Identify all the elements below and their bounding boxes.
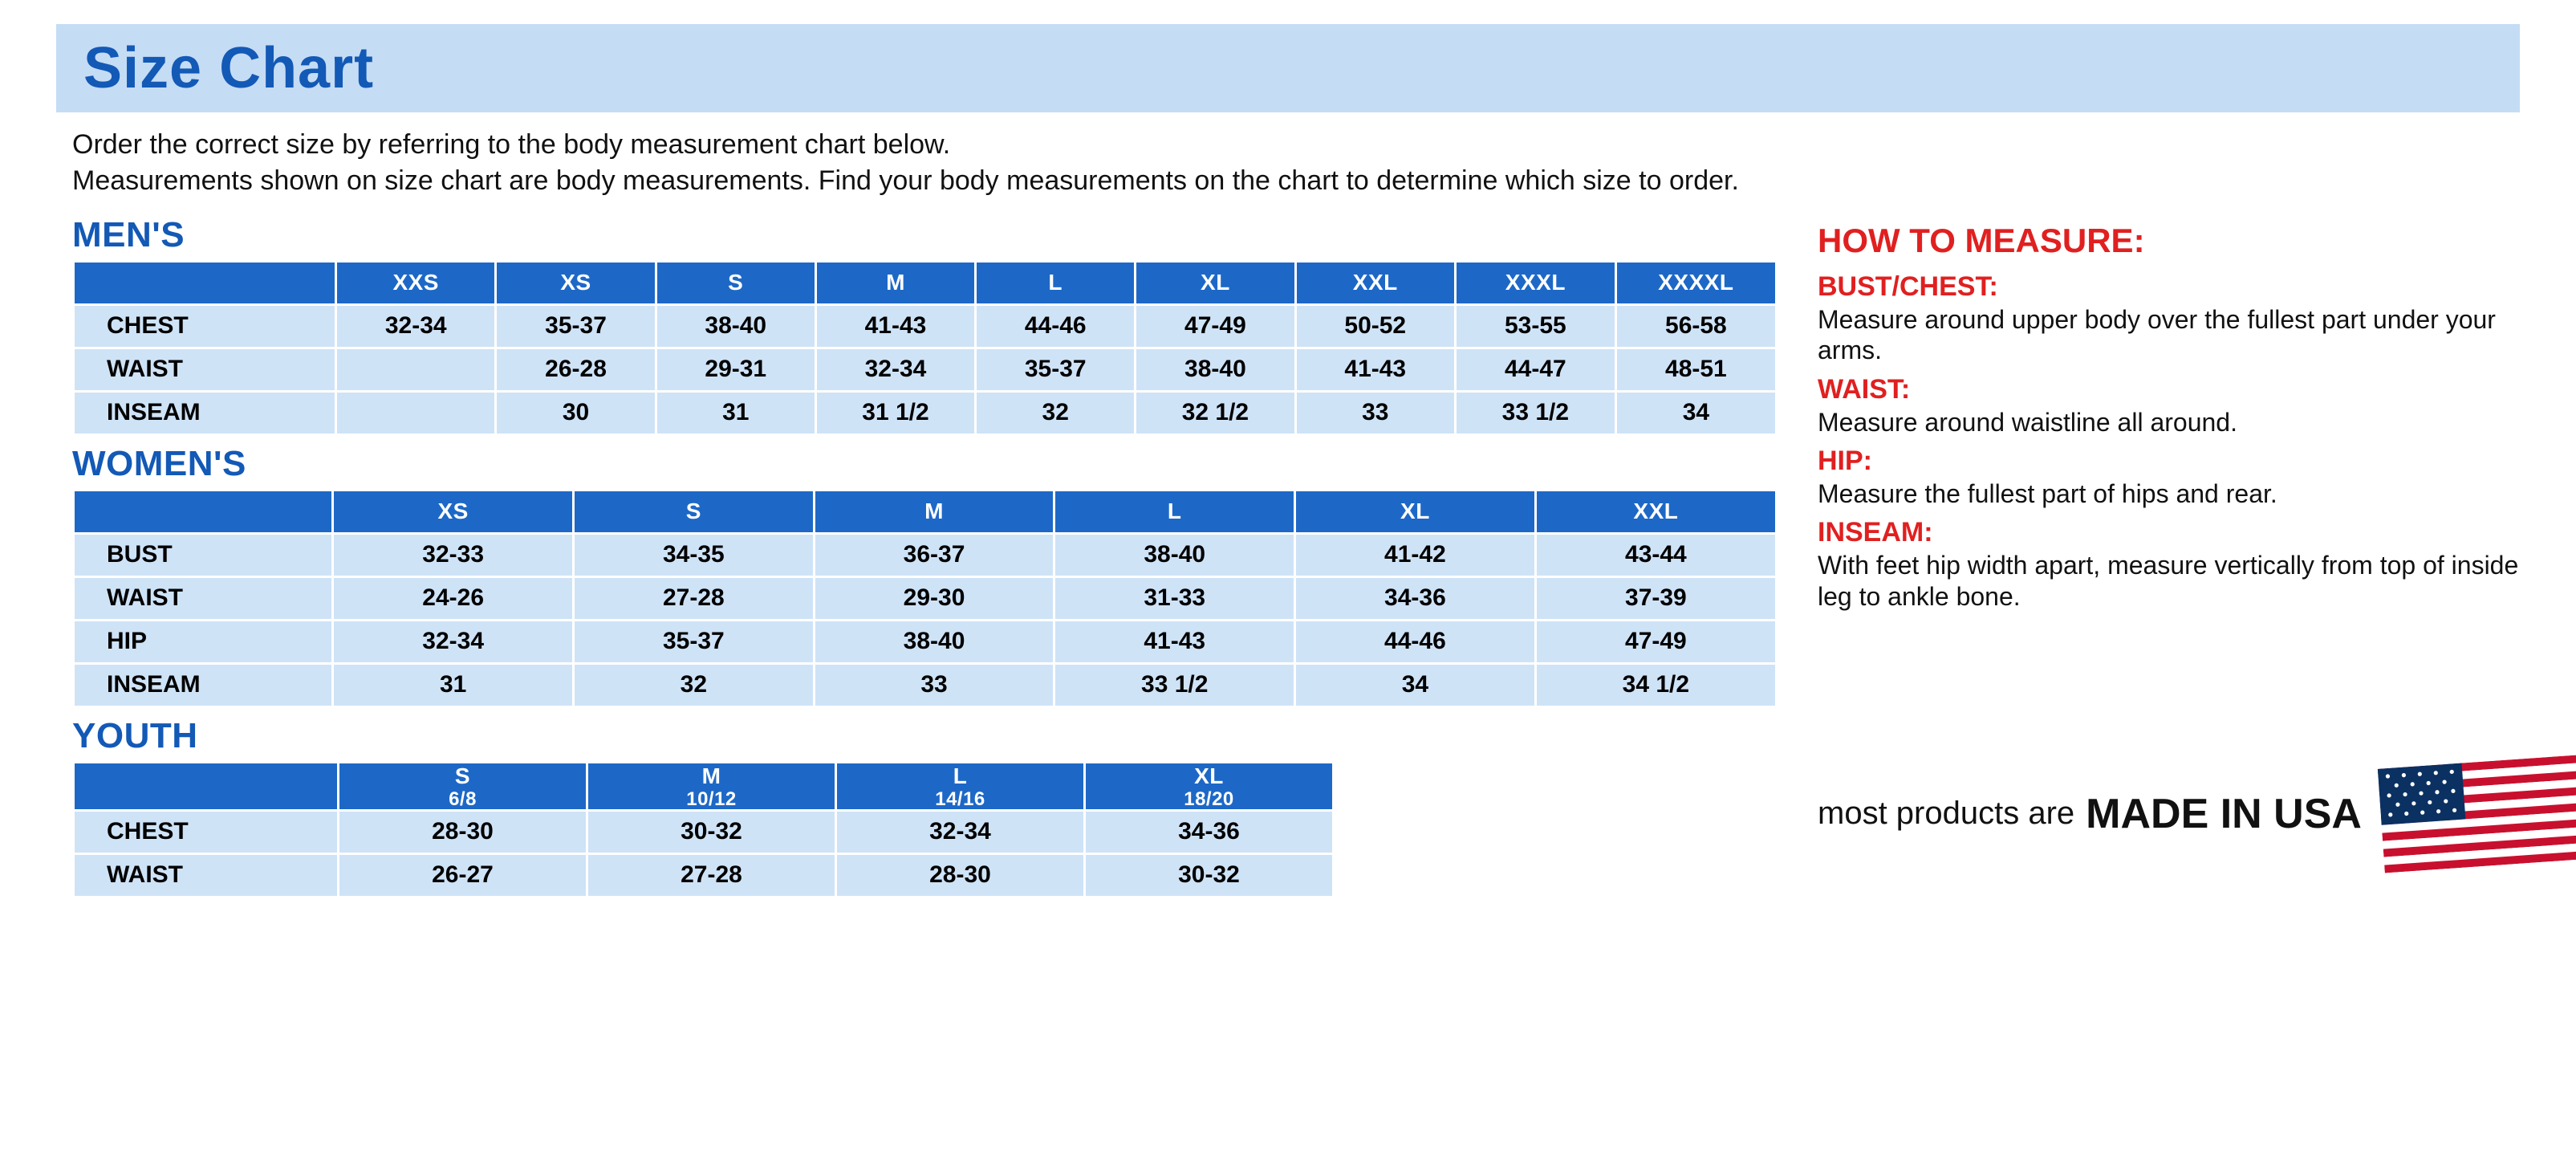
table-cell: 38-40 <box>814 620 1054 663</box>
column-header: L 14/16 <box>836 762 1085 810</box>
table-cell: 44-46 <box>976 304 1136 348</box>
row-header: WAIST <box>74 853 339 897</box>
table-corner-cell <box>74 261 336 304</box>
table-corner-cell <box>74 762 339 810</box>
size-chart-page <box>0 24 2576 1156</box>
table-cell: 38-40 <box>656 304 815 348</box>
mens-size-table <box>72 260 1778 436</box>
intro-text <box>56 127 2520 199</box>
measure-term: BUST/CHEST: <box>1818 271 1998 302</box>
measure-term: WAIST: <box>1818 373 1911 405</box>
column-header-sub: 6/8 <box>449 788 477 810</box>
table-corner-cell <box>74 490 333 533</box>
table-cell: 32-34 <box>836 810 1085 853</box>
measure-description: Measure around waistline all around. <box>1818 407 2237 437</box>
column-header: M <box>815 261 975 304</box>
measure-term: HIP: <box>1818 445 1872 476</box>
column-header: XXXL <box>1455 261 1615 304</box>
table-cell: 33 1/2 <box>1455 391 1615 434</box>
column-header: XS <box>333 490 574 533</box>
column-header: S 6/8 <box>339 762 587 810</box>
table-cell: 32-34 <box>333 620 574 663</box>
section-title-youth: YOUTH <box>72 715 198 755</box>
table-row <box>74 576 1777 620</box>
table-cell: 32 <box>574 663 815 706</box>
table-cell: 30 <box>496 391 656 434</box>
table-cell: 35-37 <box>574 620 815 663</box>
table-cell: 35-37 <box>976 348 1136 391</box>
how-to-measure-column <box>1778 207 2520 898</box>
table-row <box>74 853 1334 897</box>
table-row <box>74 620 1777 663</box>
column-header: M 10/12 <box>587 762 836 810</box>
table-cell: 26-27 <box>339 853 587 897</box>
table-cell: 32 <box>976 391 1136 434</box>
table-cell: 32-33 <box>333 533 574 576</box>
table-cell: 44-46 <box>1295 620 1536 663</box>
column-header: L <box>976 261 1136 304</box>
table-cell: 48-51 <box>1615 348 1776 391</box>
column-header: XXXXL <box>1615 261 1776 304</box>
table-cell: 28-30 <box>836 853 1085 897</box>
column-header-sub: 10/12 <box>686 788 737 810</box>
table-cell: 43-44 <box>1535 533 1776 576</box>
measure-description: Measure the fullest part of hips and rear. <box>1818 478 2277 508</box>
intro-line-2: Measurements shown on size chart are body measurements. Find your body measurements on the chart to determine which size to order. <box>72 165 1739 196</box>
table-cell: 34-36 <box>1085 810 1334 853</box>
row-header: WAIST <box>74 576 333 620</box>
table-cell: 38-40 <box>1054 533 1295 576</box>
table-cell: 41-43 <box>1295 348 1455 391</box>
column-header: XXL <box>1535 490 1776 533</box>
column-header-sub: 14/16 <box>935 788 985 810</box>
table-cell: 47-49 <box>1535 620 1776 663</box>
table-row <box>74 304 1777 348</box>
youth-size-table <box>72 761 1335 898</box>
table-cell: 34-36 <box>1295 576 1536 620</box>
table-cell: 41-43 <box>1054 620 1295 663</box>
main-content <box>56 207 2520 898</box>
table-cell: 36-37 <box>814 533 1054 576</box>
made-in-usa-emphasis: MADE IN USA <box>2086 790 2362 837</box>
table-cell <box>335 348 495 391</box>
table-row <box>74 348 1777 391</box>
table-cell: 29-31 <box>656 348 815 391</box>
column-header: XS <box>496 261 656 304</box>
made-in-usa-prefix: most products are <box>1818 796 2075 832</box>
table-cell: 34 1/2 <box>1535 663 1776 706</box>
column-header: XXS <box>335 261 495 304</box>
measure-term: INSEAM: <box>1818 517 1933 548</box>
made-in-usa-block <box>1818 762 2576 866</box>
table-cell <box>335 391 495 434</box>
row-header: INSEAM <box>74 663 333 706</box>
table-cell: 37-39 <box>1535 576 1776 620</box>
intro-line-1: Order the correct size by referring to the body measurement chart below. <box>72 129 951 160</box>
measure-description: Measure around upper body over the fullest part under your arms. <box>1818 304 2496 365</box>
usa-flag-icon <box>2378 755 2576 873</box>
table-cell: 31 <box>333 663 574 706</box>
how-to-measure-title: HOW TO MEASURE: <box>1818 221 2145 259</box>
table-cell: 27-28 <box>587 853 836 897</box>
tables-column <box>56 207 1778 898</box>
table-cell: 30-32 <box>1085 853 1334 897</box>
table-cell: 32-34 <box>335 304 495 348</box>
section-title-mens: MEN'S <box>72 214 185 254</box>
page-banner <box>56 24 2520 112</box>
table-cell: 27-28 <box>574 576 815 620</box>
measure-item <box>1818 517 2520 612</box>
table-cell: 32 1/2 <box>1136 391 1295 434</box>
table-cell: 41-43 <box>815 304 975 348</box>
table-cell: 31 1/2 <box>815 391 975 434</box>
column-header: XL <box>1295 490 1536 533</box>
section-title-womens: WOMEN'S <box>72 443 246 483</box>
table-row <box>74 391 1777 434</box>
table-cell: 31 <box>656 391 815 434</box>
table-row <box>74 810 1334 853</box>
page-title: Size Chart <box>83 36 375 100</box>
womens-size-table <box>72 489 1778 708</box>
table-cell: 34-35 <box>574 533 815 576</box>
measure-item <box>1818 271 2520 366</box>
row-header: WAIST <box>74 348 336 391</box>
table-cell: 50-52 <box>1295 304 1455 348</box>
table-cell: 41-42 <box>1295 533 1536 576</box>
table-row <box>74 663 1777 706</box>
measure-item <box>1818 446 2520 509</box>
table-cell: 31-33 <box>1054 576 1295 620</box>
table-cell: 35-37 <box>496 304 656 348</box>
table-cell: 29-30 <box>814 576 1054 620</box>
table-cell: 24-26 <box>333 576 574 620</box>
row-header: INSEAM <box>74 391 336 434</box>
column-header: S <box>656 261 815 304</box>
table-cell: 34 <box>1615 391 1776 434</box>
column-header: XXL <box>1295 261 1455 304</box>
measure-item <box>1818 374 2520 438</box>
row-header: CHEST <box>74 810 339 853</box>
table-cell: 28-30 <box>339 810 587 853</box>
column-header: L <box>1054 490 1295 533</box>
column-header-sub: 18/20 <box>1184 788 1234 810</box>
row-header: CHEST <box>74 304 336 348</box>
table-row <box>74 533 1777 576</box>
table-cell: 56-58 <box>1615 304 1776 348</box>
column-header: M <box>814 490 1054 533</box>
table-cell: 33 <box>814 663 1054 706</box>
column-header: XL <box>1136 261 1295 304</box>
table-cell: 47-49 <box>1136 304 1295 348</box>
table-cell: 53-55 <box>1455 304 1615 348</box>
table-cell: 32-34 <box>815 348 975 391</box>
table-cell: 38-40 <box>1136 348 1295 391</box>
table-cell: 33 1/2 <box>1054 663 1295 706</box>
table-cell: 30-32 <box>587 810 836 853</box>
table-cell: 33 <box>1295 391 1455 434</box>
column-header: S <box>574 490 815 533</box>
table-cell: 34 <box>1295 663 1536 706</box>
row-header: BUST <box>74 533 333 576</box>
measure-description: With feet hip width apart, measure vertically from top of inside leg to ankle bone. <box>1818 551 2519 611</box>
column-header: XL 18/20 <box>1085 762 1334 810</box>
row-header: HIP <box>74 620 333 663</box>
table-cell: 44-47 <box>1455 348 1615 391</box>
table-cell: 26-28 <box>496 348 656 391</box>
